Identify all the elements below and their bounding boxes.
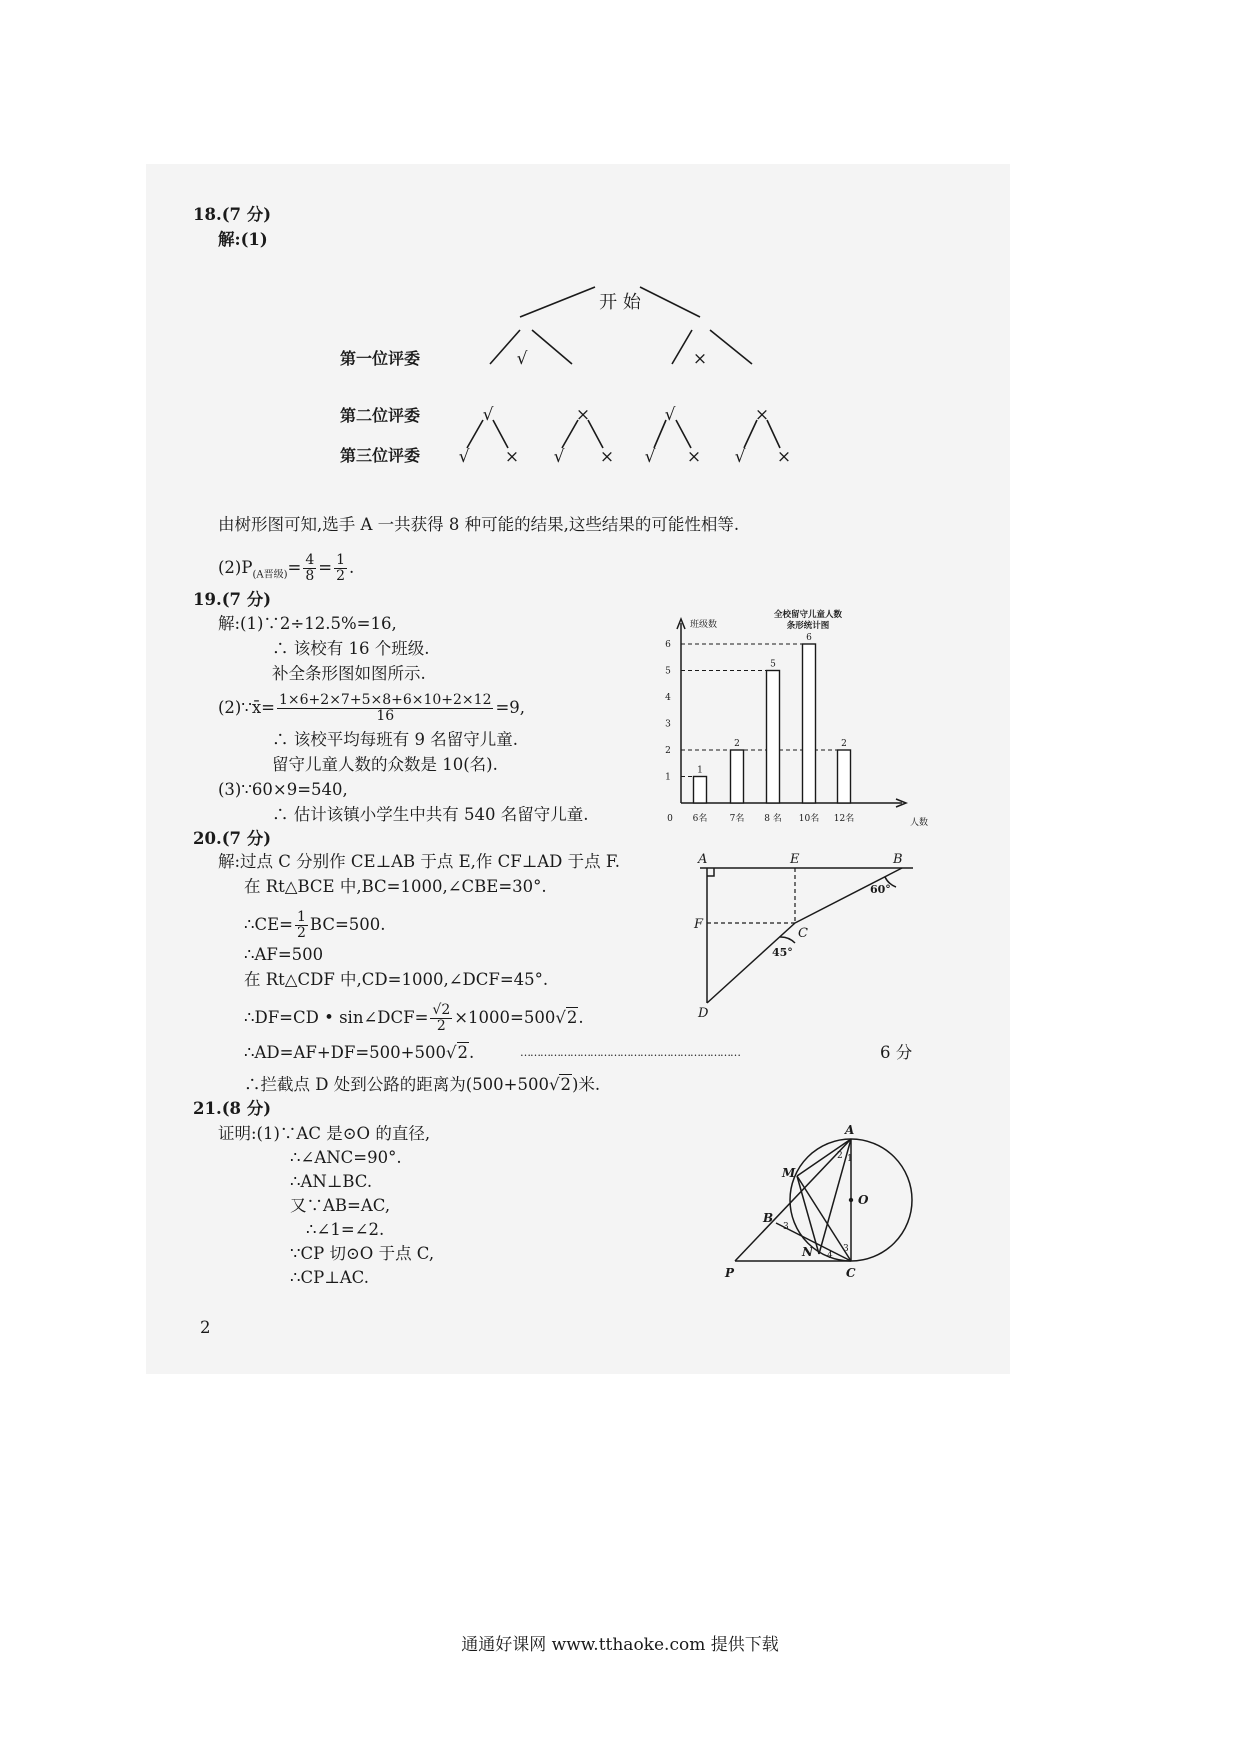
q19-mean-suffix: =9,	[495, 698, 526, 717]
q20-label-E: E	[790, 852, 800, 867]
q21-line5: ∴∠1=∠2.	[306, 1220, 385, 1239]
q20-label-B: B	[893, 852, 903, 867]
q20-half-num: 1	[297, 909, 306, 925]
tree-node: √	[482, 405, 494, 425]
q19-mean-prefix: (2)∵x̄=	[218, 698, 276, 717]
chart-bar	[694, 777, 707, 804]
q21-line3: ∴AN⊥BC.	[290, 1172, 373, 1191]
chart-y-tick-label: 2	[665, 746, 671, 756]
tree-leaf: √	[458, 447, 470, 467]
tree-root: 开 始	[599, 292, 641, 313]
q20-df-end: .	[578, 1008, 584, 1027]
chart-bar	[803, 644, 816, 803]
q20-ad-prefix: ∴AD=AF+DF=500+500	[244, 1043, 446, 1062]
q20-label-D: D	[698, 1006, 709, 1021]
q21-angle-2: 2	[837, 1151, 843, 1161]
q19-mean-frac	[277, 693, 493, 724]
q21-figure-lines	[735, 1139, 912, 1261]
chart-value-label: 6	[806, 633, 812, 643]
q20-answer-prefix: ∴拦截点 D 处到公路的距离为(500+500	[244, 1075, 549, 1094]
chart-y-ticks	[665, 640, 671, 783]
q19-number	[193, 590, 271, 610]
q18-conclusion: 由树形图可知,选手 A 一共获得 8 种可能的结果,这些结果的可能性相等.	[218, 515, 740, 534]
chart-y-tick-label: 6	[665, 640, 671, 650]
tree-node: ×	[575, 405, 591, 425]
q20-half-den: 2	[297, 925, 306, 941]
chart-value-label: 5	[770, 659, 776, 670]
q20-score: (7 分)	[221, 829, 272, 848]
q18-score: (7 分)	[221, 205, 272, 224]
q21-circle-figure	[715, 1120, 930, 1285]
q20-label-C: C	[798, 926, 808, 941]
bar-chart	[640, 605, 930, 835]
q20-number-text: 20.	[193, 829, 222, 848]
q20-df-mid: ×1000=500	[454, 1008, 556, 1027]
tree-leaf: ×	[504, 447, 520, 467]
chart-value-label: 1	[697, 765, 703, 776]
q19-mean-num: 1×6+2×7+5×8+6×10+2×12	[279, 692, 492, 708]
q18-frac2-den: 2	[336, 568, 346, 584]
tree-leaf: ×	[776, 447, 792, 467]
q18-solution-label: 解:(1)	[218, 230, 268, 249]
q21-label-A: A	[845, 1123, 855, 1137]
q19-score: (7 分)	[221, 590, 272, 609]
q21-label-M: M	[782, 1166, 796, 1180]
q19-line4	[218, 693, 525, 724]
chart-value-label: 2	[841, 739, 847, 749]
tree-level3-label: 第三位评委	[340, 446, 421, 465]
q21-angle-3a: 3	[783, 1222, 789, 1232]
q21-number	[193, 1099, 271, 1119]
q18-frac1-den: 8	[305, 568, 315, 584]
q21-score: (8 分)	[221, 1099, 272, 1118]
tree-nodes	[459, 349, 792, 467]
q20-step-score: 6 分	[880, 1043, 913, 1062]
q20-label-A: A	[698, 852, 708, 867]
q18-number-text: 18.	[193, 205, 222, 224]
q18-eq1: =	[287, 558, 302, 577]
q19-line6: 留守儿童人数的众数是 10(名).	[272, 755, 498, 774]
page-number: 2	[200, 1318, 211, 1337]
q20-df-prefix: ∴DF=CD • sin∠DCF=	[244, 1008, 429, 1027]
chart-value-label: 2	[734, 739, 740, 749]
q18-p-sub: (A晋级)	[252, 569, 288, 581]
q20-ce-suffix: BC=500.	[309, 915, 386, 934]
chart-bar	[767, 671, 780, 804]
q21-line7: ∴CP⊥AC.	[290, 1268, 369, 1287]
chart-x-tick-labels	[693, 812, 855, 824]
q21-label-N: N	[802, 1245, 813, 1259]
q21-label-P: P	[725, 1266, 735, 1280]
q20-line4: ∴AF=500	[244, 945, 324, 964]
tree-node: √	[516, 349, 528, 369]
q20-angle-60: 60°	[870, 883, 891, 896]
q20-sin-num: √2	[432, 1002, 451, 1018]
q18-part2	[218, 553, 354, 585]
chart-x-tick-label: 7名	[729, 814, 745, 824]
q21-line2: ∴∠ANC=90°.	[290, 1148, 402, 1167]
q20-label-F: F	[694, 917, 704, 932]
q20-line8: ∴拦截点 D 处到公路的距离为(500+500√2)米.	[244, 1075, 601, 1094]
q21-line6: ∵CP 切⊙O 于点 C,	[290, 1244, 435, 1263]
q19-line5: ∴ 该校平均每班有 9 名留守儿童.	[272, 730, 518, 749]
q20-angle-45: 45°	[772, 946, 793, 959]
q20-figure-dashed	[707, 868, 795, 923]
q20-answer-radicand: 2	[560, 1075, 571, 1094]
tree-leaf: √	[644, 447, 656, 467]
q20-ce-prefix: ∴CE=	[244, 915, 293, 934]
chart-y-tick-label: 5	[665, 666, 671, 677]
chart-bar	[838, 750, 851, 803]
q19-number-text: 19.	[193, 590, 222, 609]
q18-frac1-num: 4	[305, 552, 315, 568]
q20-half-frac	[295, 910, 308, 941]
tree-node: ×	[754, 405, 770, 425]
q20-answer-end: )米.	[571, 1075, 601, 1094]
q20-sin-den: 2	[436, 1018, 446, 1034]
q20-line1: 解:过点 C 分别作 CE⊥AB 于点 E,作 CF⊥AD 于点 F.	[218, 852, 621, 871]
tree-level2-label: 第二位评委	[340, 406, 421, 425]
chart-title: 全校留守儿童人数	[773, 610, 843, 620]
chart-subtitle: 条形统计图	[786, 621, 830, 631]
q21-angle-3b: 3	[843, 1244, 849, 1254]
q20-line5: 在 Rt△CDF 中,CD=1000,∠DCF=45°.	[244, 970, 549, 989]
q18-frac1	[303, 553, 316, 584]
q18-end: .	[349, 558, 355, 577]
tree-leaf: ×	[686, 447, 702, 467]
q21-center-dot	[849, 1198, 853, 1202]
q20-number	[193, 829, 271, 849]
footer-credit: 通通好课网 www.tthaoke.com 提供下载	[461, 1635, 779, 1655]
q21-angle-4: 4	[827, 1251, 833, 1261]
q20-line2: 在 Rt△BCE 中,BC=1000,∠CBE=30°.	[244, 877, 547, 896]
q21-number-text: 21.	[193, 1099, 222, 1118]
q20-ad-end: .	[469, 1043, 475, 1062]
tree-leaf: √	[553, 447, 565, 467]
chart-y-tick-label: 1	[665, 772, 671, 783]
q21-label-O: O	[858, 1193, 869, 1207]
chart-x-tick-label: 8 名	[764, 814, 782, 824]
tree-node: √	[664, 405, 676, 425]
q20-df-radicand: 2	[566, 1008, 578, 1027]
q20-sin-frac	[430, 1003, 452, 1034]
q19-line1: 解:(1)∵2÷12.5%=16,	[218, 614, 397, 633]
q20-line6: ∴DF=CD • sin∠DCF= $\frac{√2}{2}$ ×1000=500√2.	[244, 1002, 584, 1034]
q19-mean-den: 16	[376, 708, 395, 724]
chart-origin-label: 0	[667, 814, 673, 824]
chart-bar	[731, 750, 744, 803]
q20-ad-radicand: 2	[457, 1043, 468, 1062]
q21-angle-1: 1	[847, 1154, 853, 1164]
q21-label-C: C	[846, 1266, 856, 1280]
q19-line7: (3)∵60×9=540,	[218, 780, 348, 799]
q19-line8: ∴ 估计该镇小学生中共有 540 名留守儿童.	[272, 805, 589, 824]
chart-x-tick-label: 10名	[798, 814, 820, 824]
tree-leaf: √	[734, 447, 746, 467]
tree-leaf: ×	[599, 447, 615, 467]
chart-x-tick-label: 6名	[692, 814, 708, 824]
q20-line3	[244, 910, 386, 941]
chart-xlabel: 人数	[910, 818, 929, 828]
chart-x-tick-label: 12名	[833, 814, 855, 824]
chart-y-tick-label: 3	[665, 719, 671, 730]
tree-node: ×	[692, 349, 708, 369]
q20-line7: ∴AD=AF+DF=500+500√2.	[244, 1043, 475, 1062]
q19-line2: ∴ 该校有 16 个班级.	[272, 639, 430, 658]
q18-p-label: (2)P	[218, 558, 253, 577]
q18-frac2-num: 1	[336, 552, 346, 568]
chart-y-tick-label: 4	[665, 693, 671, 703]
q21-label-B: B	[763, 1211, 774, 1225]
q18-eq2: =	[318, 558, 333, 577]
tree-level1-label: 第一位评委	[340, 349, 421, 368]
q18-frac2	[334, 553, 347, 584]
probability-tree-diagram	[0, 0, 1240, 480]
q21-line4: 又∵AB=AC,	[290, 1196, 391, 1215]
q19-line3: 补全条形图如图所示.	[272, 664, 426, 683]
chart-axes	[677, 619, 906, 807]
chart-ylabel: 班级数	[690, 620, 718, 630]
q21-line1: 证明:(1)∵AC 是⊙O 的直径,	[218, 1124, 431, 1143]
q20-score-leader: …………………………………………………………	[520, 1046, 740, 1059]
q20-geometry-figure	[680, 845, 920, 1025]
